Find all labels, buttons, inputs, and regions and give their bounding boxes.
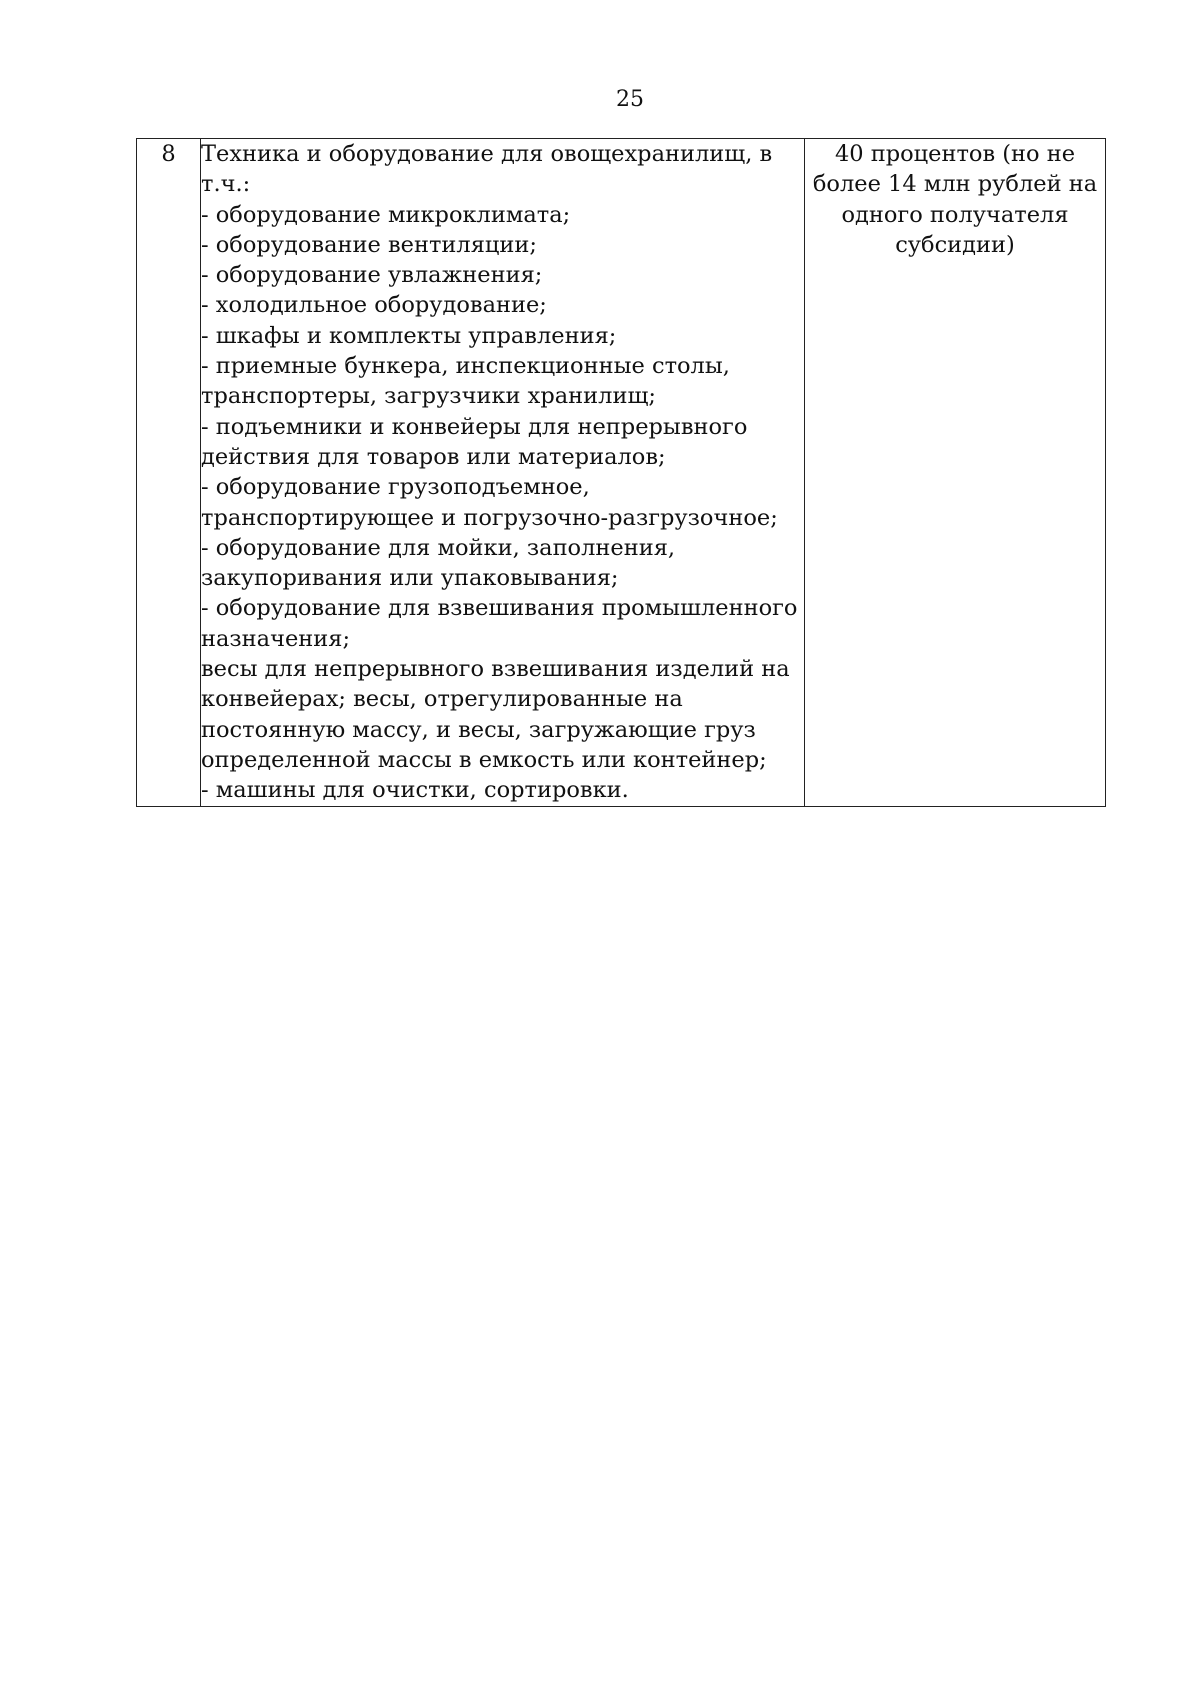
description-line: Техника и оборудование для овощехранилищ, в: [201, 141, 773, 167]
subsidy-rate-cell: [805, 139, 1106, 807]
description-line: - подъемники и конвейеры для непрерывного: [201, 413, 748, 440]
subsidy-table: [136, 138, 1106, 807]
rate-line: одного получателя: [841, 201, 1069, 228]
description-line: - машины для очистки, сортировки.: [201, 777, 629, 804]
table-row: [137, 139, 1106, 807]
description-line: весы для непрерывного взвешивания изделий на: [201, 656, 790, 683]
description-line: - оборудование вентиляции;: [201, 231, 537, 258]
description-line: - оборудование для взвешивания промышленного: [201, 595, 798, 622]
equipment-description-cell: [201, 139, 805, 807]
description-line: - холодильное оборудование;: [201, 292, 547, 319]
description-line: - оборудование грузоподъемное,: [201, 474, 590, 501]
page-number: 25: [616, 87, 644, 112]
rate-line: более 14 млн рублей на: [812, 171, 1098, 198]
description-line: постоянную массу, и весы, загружающие груз: [201, 716, 756, 743]
description-line: т.ч.:: [201, 171, 251, 198]
description-line: - шкафы и комплекты управления;: [201, 322, 617, 349]
description-line: - оборудование увлажнения;: [201, 262, 543, 289]
description-line: конвейерах; весы, отрегулированные на: [201, 686, 683, 713]
description-line: закупоривания или упаковывания;: [201, 565, 619, 592]
rate-line: 40 процентов (но не: [834, 141, 1076, 167]
description-line: транспортирующее и погрузочно-разгрузочное;: [201, 504, 778, 531]
rate-line: субсидии): [895, 231, 1015, 258]
description-line: - оборудование для мойки, заполнения,: [201, 534, 676, 561]
description-line: определенной массы в емкость или контейнер;: [201, 746, 767, 773]
description-line: - приемные бункера, инспекционные столы,: [201, 353, 730, 380]
description-line: действия для товаров или материалов;: [201, 443, 666, 470]
row-number-cell: 8: [137, 139, 201, 807]
description-line: назначения;: [201, 625, 351, 652]
description-line: - оборудование микроклимата;: [201, 201, 571, 228]
description-line: транспортеры, загрузчики хранилищ;: [201, 383, 656, 410]
